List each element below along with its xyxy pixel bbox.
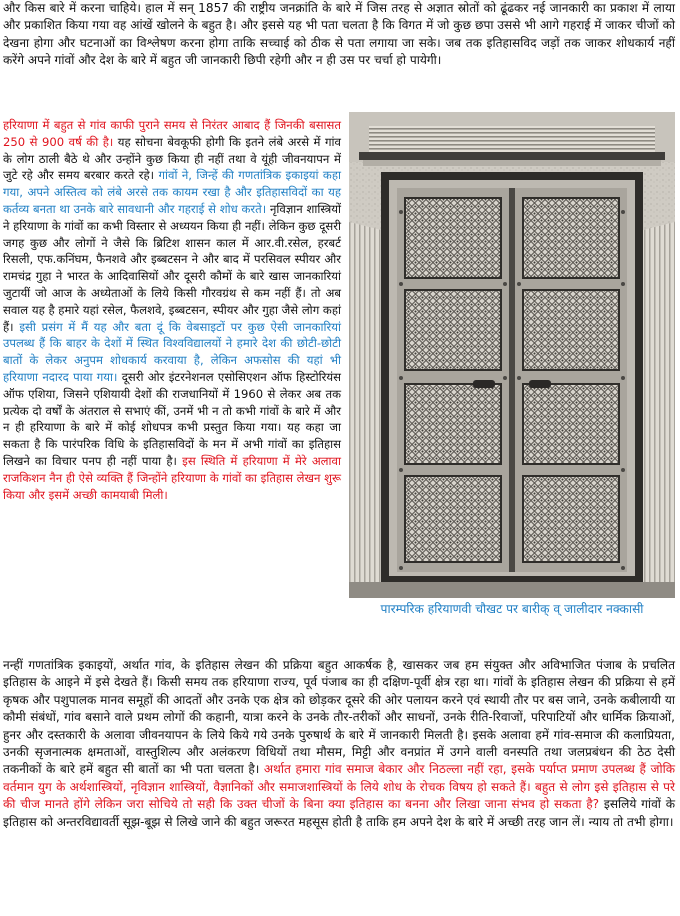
body-text: यह सोचना बेवकूफी होगी कि इतने लंबे अरसे में गांव के लोग ठाली बैठे थे और उन्होंने कुछ किया ही नहीं तथा वे यूंही जीवनयापन में जुटे रहे और समय बरबार करते रहे। — [3, 134, 341, 183]
closing-paragraph — [3, 657, 675, 831]
highlight-blue-sentence: गांवों ने, जिन्हें की गणतांत्रिक इकाइयां कहा गया, अपने अस्तित्व को लंबे अरसे तक कायम रखा है और इतिहासविदों का यह कर्तव्य बनता था उनके बारे सावधानी और गहराई से शोध करते। — [3, 168, 341, 216]
highlight-red-sentence: हरियाणा में बहुत से गांव काफी पुराने समय से निरंतर आबाद हैं जिनकी बसासत 250 से 900 वर्ष की है। — [3, 118, 341, 149]
body-text: दूसरी ओर इंटरनेशनल एसोसिएशन ऑफ हिस्टोरियंस ऑफ एशिया, जिसने एशियायी देशों की राजधानियों में 1960 से लेकर अब तक प्रत्येक दो वर्षों के अंतराल से सभाएं कीं, उनमें भी न तो कभी गांवों के बारे में और न ही हरियाणा के बारे में कोई शोधपत्र कभी प्रस्तुत किया गया। यह कहा जा सकता है कि पारंपरिक विधि के इतिहासविदों के मन में अभी गांवों का इतिहास लिखने का विचार पनप ही नहीं पाया है। — [3, 369, 341, 468]
figure-caption: पारम्परिक हरियाणवी चौखट पर बारीक् व् जालीदार नक्कासी — [380, 602, 644, 616]
body-text: नृविज्ञान शास्त्रियों ने हरियाणा के गांवों का कभी विस्तार से अध्ययन किया ही नहीं। लेकिन कुछ दूसरी जगह कुछ और लोगों ने जैसे कि ब्रिटिश शासन काल में आर.वी.रसेल, हरबर्ट रिसली, एफ.कनिंघम, फैनशवे और इब्बटसन ने और बाद में परसिवल स्पीयर और रामचंद्र गुहा ने भारत के आदिवासियों और दूसरी कौमों के बारे खास जानकारियां जुटायीं जो आज के अध्येताओं के लिये किसी गौरवग्रंथ से कम नहीं हैं। तो अब सवाल यह है हमारे यहां रसेल, फैलशवे, इब्बटसन, स्पीयर और गुहा जैसे लोग कहां हैं। — [3, 201, 341, 334]
highlight-red-sentence: इस स्थिति में हरियाणा में मेरे अलावा राजकिशन नैन ही ऐसे व्यक्ति हैं जिन्होंने हरियाणा के गांवों का इतिहास लेखन शुरू किया और इसमें अच्छी कामयाबी मिली। — [3, 453, 341, 502]
carved-door-photo — [349, 112, 675, 598]
left-column-paragraph — [3, 117, 341, 503]
body-text: इसलिये गांवों के इतिहास को अन्तरविद्यावर्ती सूझ-बूझ से लिखे जाने की बहुत जरूरत महसूस होती है ताकि हम अपने देश के बारे में अच्छी तरह जान लें। न्याय तो तभी होगा। — [3, 797, 675, 829]
highlight-red-sentence: अर्थात हमारा गांव समाज बेकार और निठल्ला नहीं रहा, इसके पर्याप्त प्रमाण उपलब्ध हैं जोकि वर्तमान युग के अर्थशास्त्रियों, नृविज्ञान शास्त्रियों, वैज्ञानिकों और समाजशास्त्रियों के लिये शोध के रोचक विषय हो सकते हैं। बहुत से लोग इसे इतिहास से परे की चीज मानते होंगे लेकिन जरा सोचिये तो सही कि उक्त चीजों के बिना क्या इतिहास का बनना और लिखा जाना संभव हो सकता है? — [3, 762, 675, 812]
intro-text: और किस बारे में करना चाहिये। हाल में सन् 1857 की राष्ट्रीय जनक्रांति के बारे में जिस तरह से अज्ञात स्रोतों को ढूंढकर नई जानकारी का प्रकाश में लाया और प्रकाशित किया गया वह आंखें खोलने के बहुत है। और इससे यह भी पता चलता है कि विगत में जो कुछ छपा उससे भी आगे गहराई में जाकर चीजों को देखना होगा और घटनाओं का विश्लेषण करना होगा ताकि सच्चाई को ठीक से पता लगाया जा सके। जब तक इतिहासविद जड़ों तक जाकर शोधकार्य नहीं करेंगे अपने गांवों और देश के बारे में बहुत जी जानकारी छिपी रहेगी और न ही उस पर चर्चा हो पायेगी। — [3, 1, 675, 67]
highlight-blue-sentence: इसी प्रसंग में मैं यह और बता दूं कि वेबसाइटों पर कुछ ऐसी जानकारियां उपलब्ध हैं कि बाहर के देशों में स्थित विश्वविद्यालयों ने हमारे देश की छोटी-छोटी बातों के लेकर अनुपम शोधकार्य करवाया है, लेकिन अफसोस की यहां भी हरियाणा नदारद पाया गया। — [3, 319, 341, 384]
body-text: नन्हीं गणतांत्रिक इकाइयों, अर्थात गांव, के इतिहास लेखन की प्रक्रिया बहुत आकर्षक है, खासकर जब हम संयुक्त और अविभाजित पंजाब के प्रचलित इतिहास के आइने में इसे देखते हैं। किसी समय तक हरियाणा राज्य, पूर्व पंजाब का ही दक्षिण-पूर्वी क्षेत्र रहा था। गांवों के इतिहास लेखन की प्रक्रिया से हमें कृषक और पशुपालक मानव समूहों की आदतों और उनके एक क्षेत्र को छोड़कर दूसरे की ओर पलायन करने एवं स्थायी तौर पर बस जाने, उनके कबीलायी या कौमी संबंधों, गांव बसाने वाले प्रथम लोगों की कहानी, यात्रा करने के उनके तौर-तरीकों और साधनों, उनके रीति-रिवाजों, परिपाटियों और धार्मिक क्रियाओं, हुनर और दस्तकारी के अलावा जीवनयापन के लिये किये गये उनके पुरुषार्थ के बारे में जानकारी मिलती है। इसके अलावा हमें गांव-समाज की कलाप्रियता, उनकी सृजनात्मक क्षमताओं, वास्तुशिल्प और अलंकरण विधियों तथा मौसम, मिट्टी और वनप्रांत में उगने वाली वनस्पति तथा जलप्रबंधन की ठेठ देसी तकनीकों के बारे हमें बहुत सी बातों का भी पता चलता है। — [3, 658, 675, 777]
intro-paragraph — [3, 0, 675, 69]
